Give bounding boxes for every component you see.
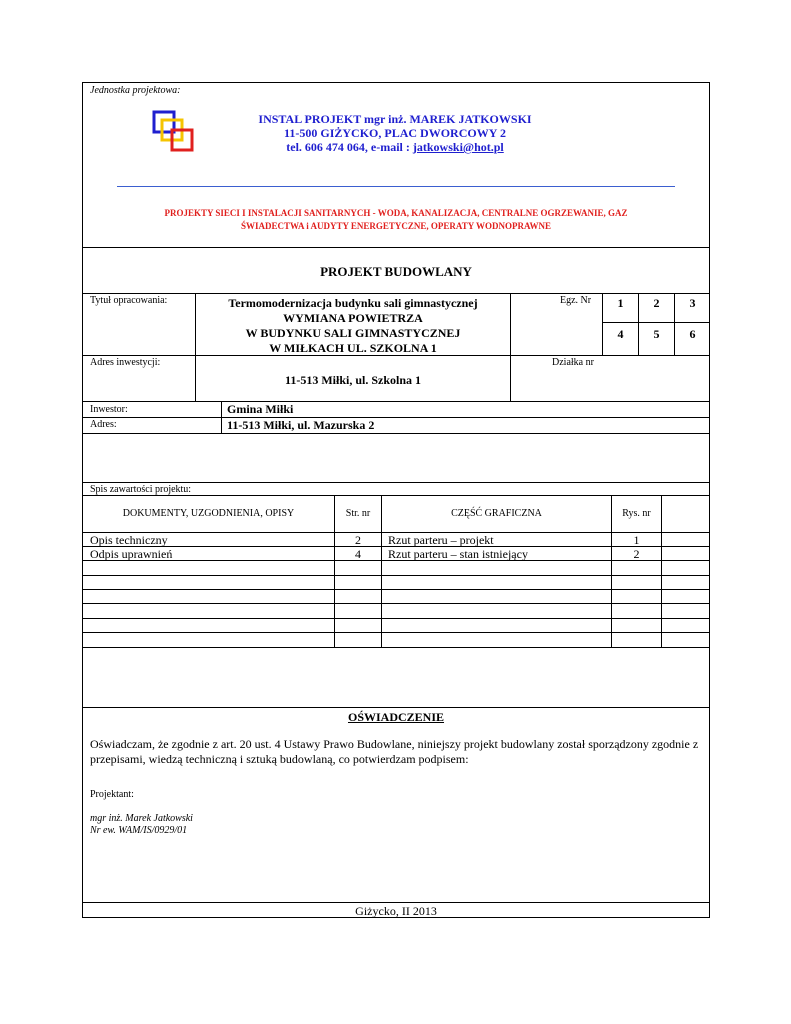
company-logo xyxy=(152,110,196,154)
copy-number-2: 2 xyxy=(653,296,660,310)
copy-number-6: 6 xyxy=(689,327,696,341)
copy-number-1: 1 xyxy=(617,296,624,310)
copy-number-3: 3 xyxy=(689,296,696,310)
company-email-link[interactable]: jatkowski@hot.pl xyxy=(412,140,504,154)
copy-number-5: 5 xyxy=(653,327,660,341)
document-page-1: 2 xyxy=(355,533,361,547)
place-date: Giżycko, II 2013 xyxy=(355,904,437,918)
project-type: PROJEKT BUDOWLANY xyxy=(320,264,472,279)
document-page-2: 4 xyxy=(355,547,361,561)
company-contact-text: tel. 606 474 064, e-mail : xyxy=(286,140,413,154)
plot-label: Działka nr xyxy=(552,357,594,368)
statement-text: Oświadczam, że zgodnie z art. 20 ust. 4 Ustawy Prawo Budowlane, niniejszy projekt budowlany został sporządzony zgodnie z przepisami, wiedzą techniczną i sztuką budowlaną, co potwierdzam podpisem: xyxy=(90,737,699,766)
page-no-header: Str. nr xyxy=(345,508,371,519)
copy-number-4: 4 xyxy=(617,327,624,341)
company-address: 11-500 GIŻYCKO, PLAC DWORCOWY 2 xyxy=(284,126,506,140)
drawing-no-header: Rys. nr xyxy=(622,508,651,519)
document-name-1: Opis techniczny xyxy=(90,533,168,547)
table-row xyxy=(82,632,710,633)
services-line-1: PROJEKTY SIECI I INSTALACJI SANITARNYCH - WODA, KANALIZACJA, CENTRALNE OGRZEWANIE, GAZ xyxy=(164,208,628,218)
drawing-name-1: Rzut parteru – projekt xyxy=(388,533,494,547)
contents-label: Spis zawartości projektu: xyxy=(90,484,192,495)
title-line-4: W MIŁKACH UL. SZKOLNA 1 xyxy=(269,341,437,355)
designer-registration: Nr ew. WAM/IS/0929/01 xyxy=(90,825,188,836)
designer-name: mgr inż. Marek Jatkowski xyxy=(90,813,193,824)
title-line-3: W BUDYNKU SALI GIMNASTYCZNEJ xyxy=(245,326,461,340)
table-row xyxy=(82,589,710,590)
investor-value: Gmina Miłki xyxy=(227,402,294,416)
title-label: Tytuł opracowania: xyxy=(90,295,168,306)
table-row xyxy=(82,618,710,619)
document-name-2: Odpis uprawnień xyxy=(90,547,173,561)
copy-label: Egz. Nr xyxy=(560,295,592,306)
table-row xyxy=(82,603,710,604)
investor-label: Inwestor: xyxy=(90,404,128,415)
company-name: INSTAL PROJEKT mgr inż. MAREK JATKOWSKI xyxy=(258,112,532,126)
investor-address-value: 11-513 Miłki, ul. Mazurska 2 xyxy=(227,418,375,432)
project-title xyxy=(196,296,510,356)
documents-header: DOKUMENTY, UZGODNIENIA, OPISY xyxy=(122,508,295,519)
investor-address-label: Adres: xyxy=(90,419,117,430)
drawing-no-1: 1 xyxy=(633,533,640,547)
drawing-name-2: Rzut parteru – stan istniejący xyxy=(388,547,528,561)
drawing-no-2: 2 xyxy=(633,547,640,561)
title-line-2: WYMIANA POWIETRZA xyxy=(283,311,423,325)
services-line-2: ŚWIADECTWA i AUDYTY ENERGETYCZNE, OPERATY WODNOPRAWNE xyxy=(240,221,552,231)
header-blue-divider xyxy=(117,186,675,187)
unit-label: Jednostka projektowa: xyxy=(90,85,181,96)
table-row xyxy=(82,575,710,576)
designer-label: Projektant: xyxy=(90,789,134,800)
statement-title: OŚWIADCZENIE xyxy=(347,710,445,724)
table-row xyxy=(82,647,710,648)
title-line-1: Termomodernizacja budynku sali gimnastycznej xyxy=(228,296,478,310)
address-label: Adres inwestycji: xyxy=(90,357,161,368)
address-value: 11-513 Miłki, ul. Szkolna 1 xyxy=(284,373,422,387)
company-contact xyxy=(230,140,560,155)
graphics-header: CZĘŚĆ GRAFICZNA xyxy=(451,508,542,519)
